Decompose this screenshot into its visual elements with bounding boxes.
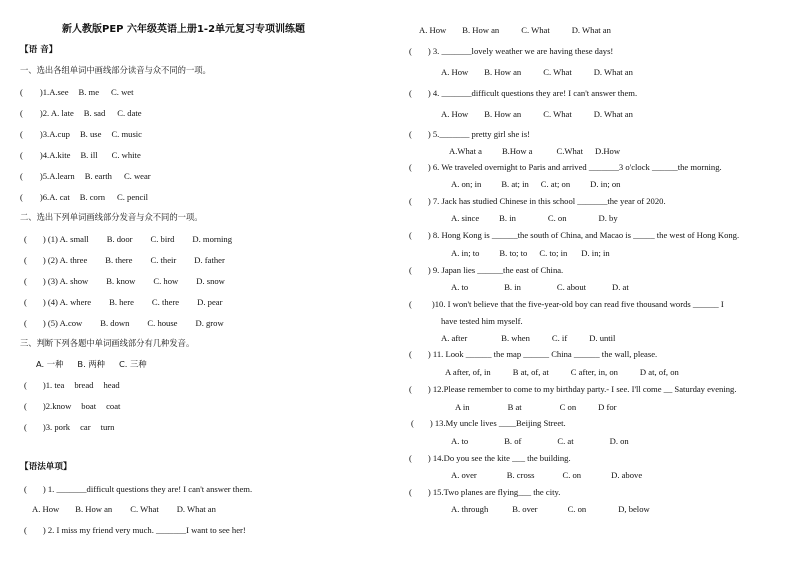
list-item: ( ) (5) A.cow B. down C. house D. grow <box>24 318 224 328</box>
question-2: ( ) 2. I miss my friend very much. _______I want to see her! <box>24 525 246 535</box>
question-13: ( ) 13.My uncle lives ____Beijing Street. <box>411 418 566 428</box>
question-5-options: A.What a B.How a C.What D.How <box>449 146 621 156</box>
part3-instruction: 三、判断下列各题中单词画线部分有几种发音。 <box>20 338 195 348</box>
question-3-options: A. How B. How an C. What D. What an <box>441 67 633 77</box>
question-6-options: A. on; in B. at; in C. at; on D. in; on <box>451 179 621 189</box>
question-12: ( ) 12.Please remember to come to my birthday party.- I see. I'll come __ Saturday evening. <box>409 384 737 394</box>
question-2-options: A. How B. How an C. What D. What an <box>419 25 611 35</box>
question-4-options: A. How B. How an C. What D. What an <box>441 109 633 119</box>
list-item: ( )3. pork car turn <box>24 422 115 432</box>
list-item: ( )1.A.see B. me C. wet <box>20 87 134 97</box>
question-14-options: A. over B. cross C. on D. above <box>451 470 643 480</box>
list-item: ( )1. tea bread head <box>24 380 120 390</box>
question-8: ( ) 8. Hong Kong is ______the south of China, and Macao is _____ the west of Hong Kong. <box>409 230 740 240</box>
question-9: ( ) 9. Japan lies ______the east of China. <box>409 265 564 275</box>
list-item: ( )3.A.cup B. use C. music <box>20 129 142 139</box>
list-item: ( )2. A. late B. sad C. date <box>20 108 142 118</box>
list-item: ( ) (1) A. small B. door C. bird D. morning <box>24 234 232 244</box>
list-item: ( ) (4) A. where B. here C. there D. pear <box>24 297 223 307</box>
question-11-options: A after, of, in B at, of, at C after, in, on D at, of, on <box>445 367 679 377</box>
question-10: ( )10. I won't believe that the five-year-old boy can read five thousand words ______ I <box>409 299 724 309</box>
question-15: ( ) 15.Two planes are flying___ the city. <box>409 487 561 497</box>
question-5: ( ) 5._______ pretty girl she is! <box>409 129 531 139</box>
question-10-cont: have tested him myself. <box>441 316 523 326</box>
question-3: ( ) 3. _______lovely weather we are having these days! <box>409 46 614 56</box>
list-item: ( ) (3) A. show B. know C. how D. snow <box>24 276 225 286</box>
question-9-options: A. to B. in C. about D. at <box>451 282 629 292</box>
part2-instruction: 二、选出下列单词画线部分发音与众不同的一项。 <box>20 212 203 222</box>
page-title: 新人教版PEP 六年级英语上册1-2单元复习专项训练题 <box>62 24 306 35</box>
question-8-options: A. in; to B. to; to C. to; in D. in; in <box>451 248 610 258</box>
question-7-options: A. since B. in C. on D. by <box>451 213 618 223</box>
part3-options: A. 一种 B. 两种 C. 三种 <box>36 359 147 369</box>
question-1-options: A. How B. How an C. What D. What an <box>32 504 216 514</box>
phonetics-heading: 【语 音】 <box>20 45 58 55</box>
list-item: ( )4.A.kite B. ill C. white <box>20 150 141 160</box>
grammar-heading: 【语法单项】 <box>20 462 72 472</box>
question-12-options: A in B at C on D for <box>455 402 617 412</box>
question-1: ( ) 1. _______difficult questions they are! I can't answer them. <box>24 484 253 494</box>
question-11: ( ) 11. Look ______ the map ______ China ______ the wall, please. <box>409 349 658 359</box>
list-item: ( )6.A. cat B. corn C. pencil <box>20 192 149 202</box>
list-item: ( )2.know boat coat <box>24 401 121 411</box>
question-15-options: A. through B. over C. on D, below <box>451 504 650 514</box>
part1-instruction: 一、选出各组单词中画线部分读音与众不同的一项。 <box>20 65 211 75</box>
question-7: ( ) 7. Jack has studied Chinese in this school _______the year of 2020. <box>409 196 666 206</box>
question-13-options: A. to B. of C. at D. on <box>451 436 629 446</box>
list-item: ( )5.A.learn B. earth C. wear <box>20 171 151 181</box>
question-14: ( ) 14.Do you see the kite ___ the building. <box>409 453 571 463</box>
list-item: ( ) (2) A. three B. there C. their D. father <box>24 255 225 265</box>
question-4: ( ) 4. _______difficult questions they are! I can't answer them. <box>409 88 638 98</box>
question-10-options: A. after B. when C. if D. until <box>441 333 616 343</box>
question-6: ( ) 6. We traveled overnight to Paris and arrived _______3 o'clock ______the morning. <box>409 162 722 172</box>
